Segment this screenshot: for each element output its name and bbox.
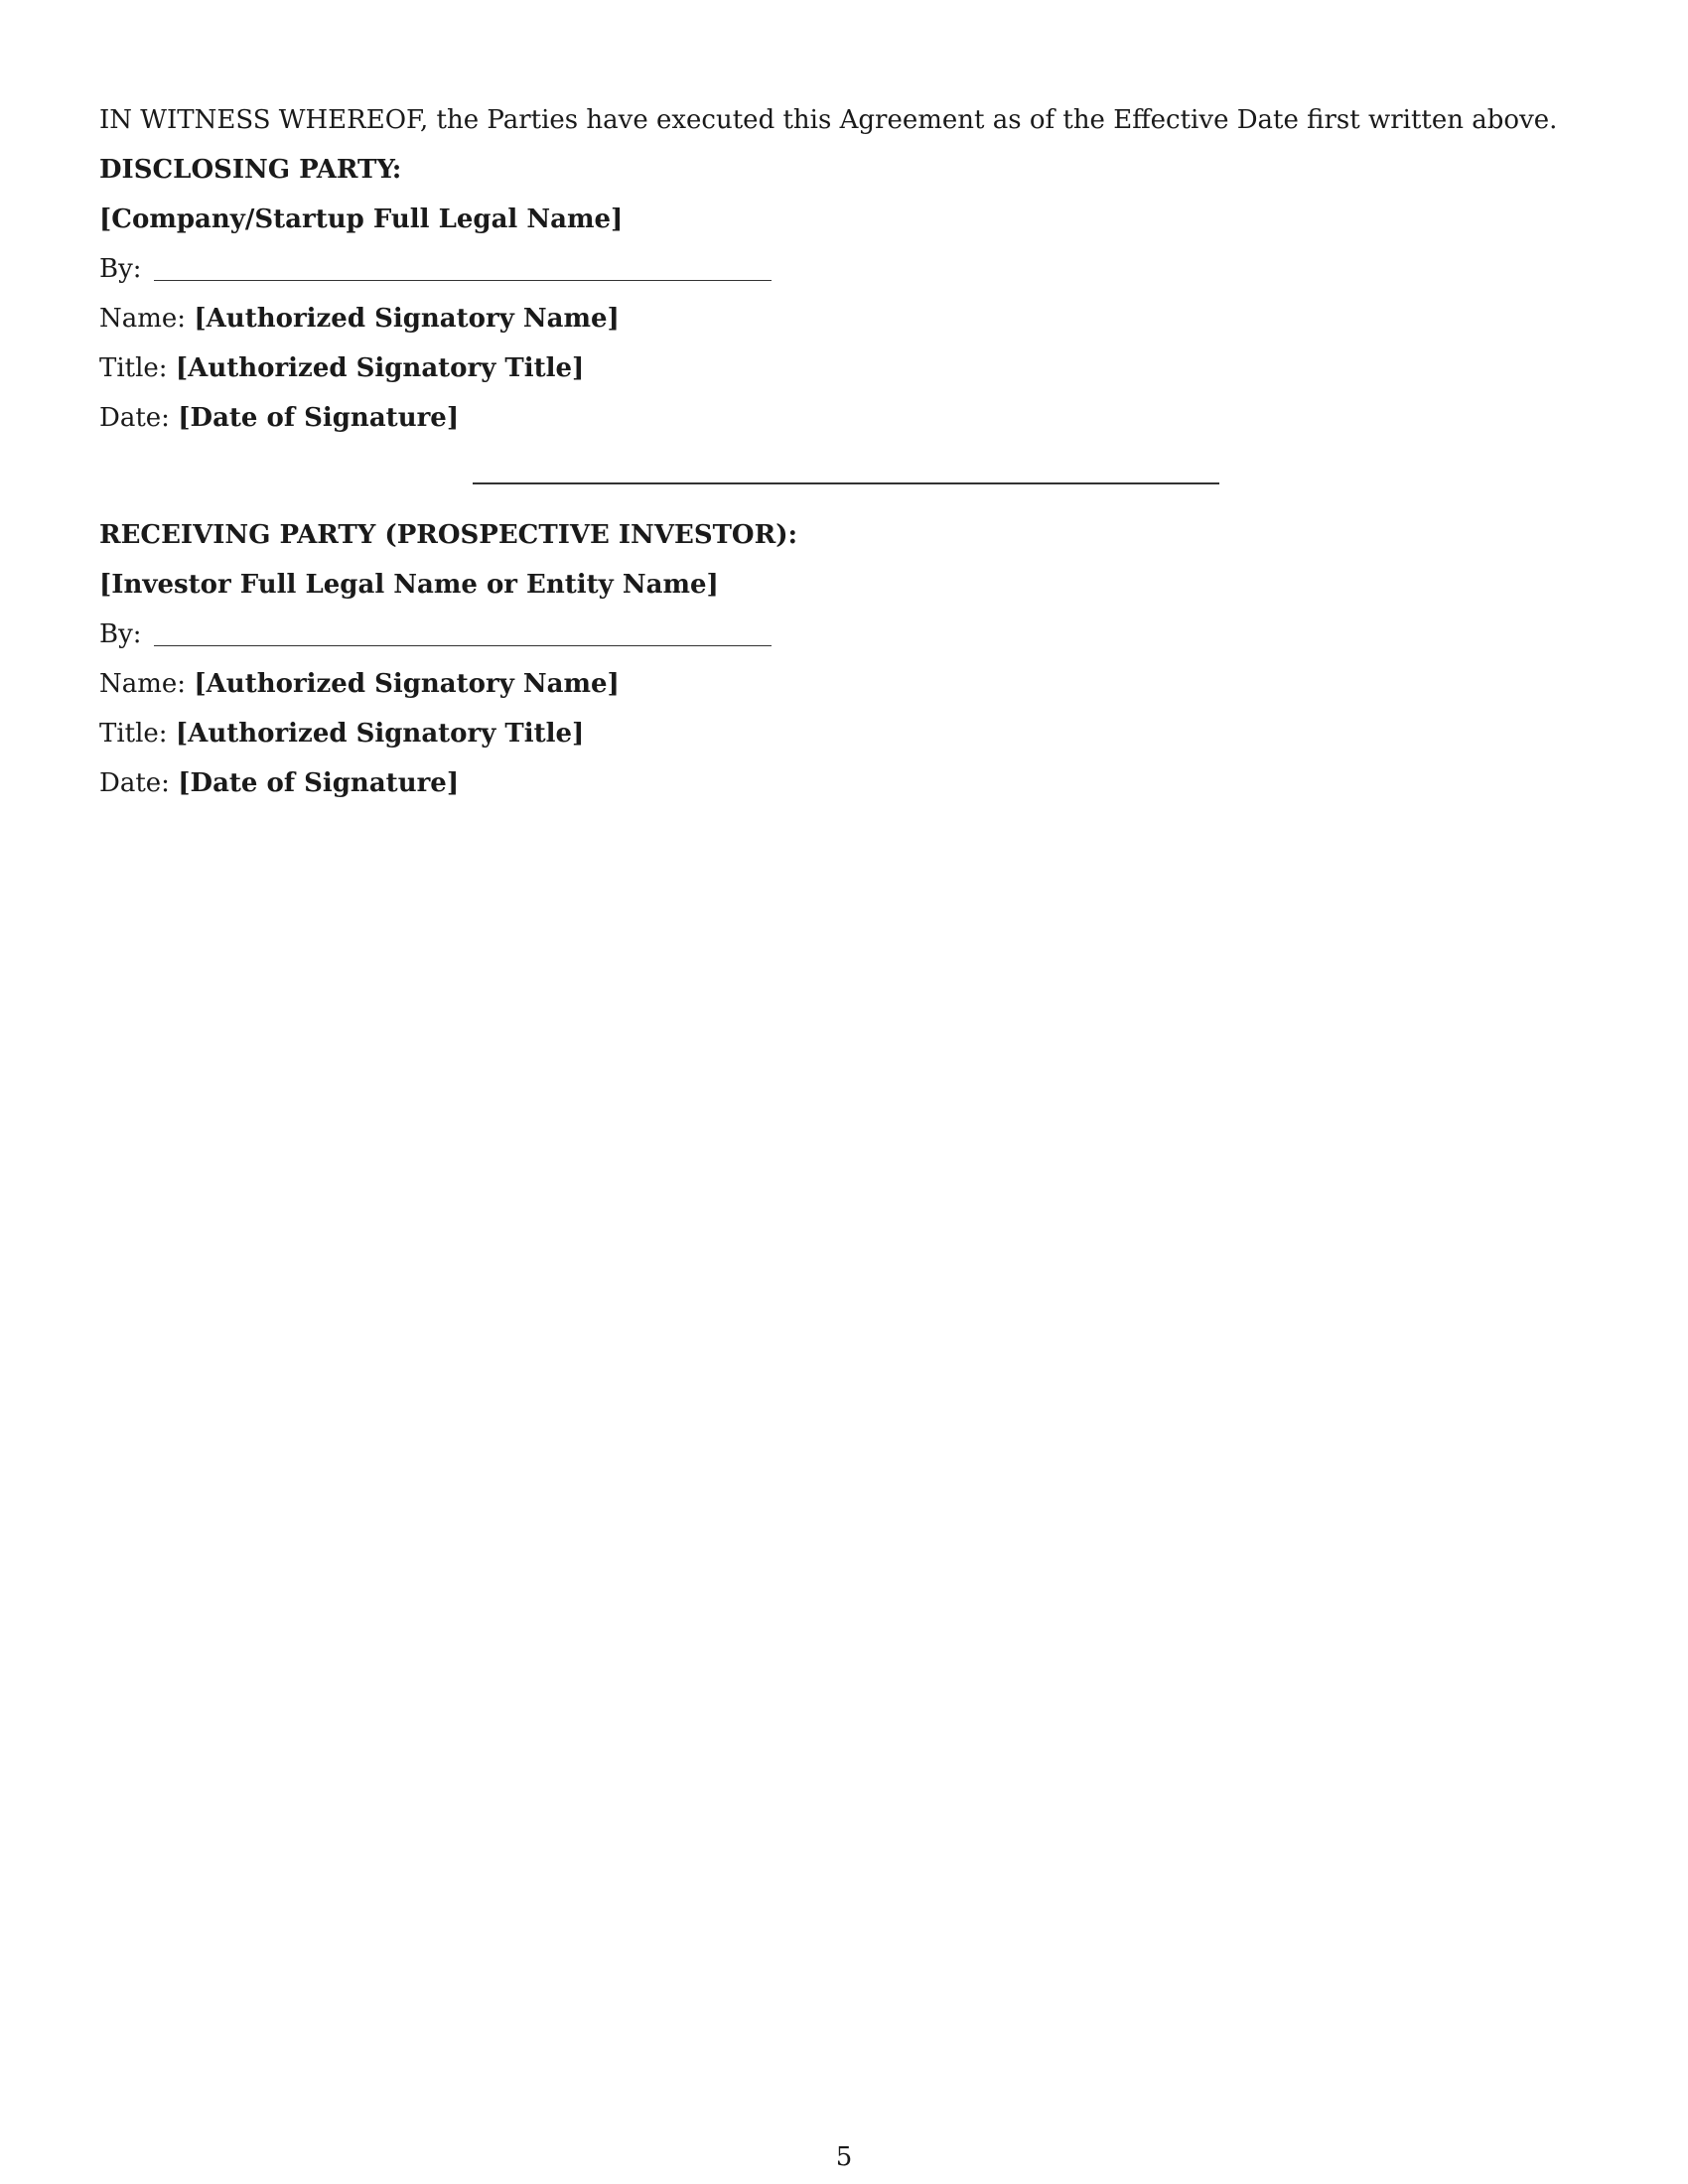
date-value: [Date of Signature]	[178, 768, 460, 798]
title-value: [Authorized Signatory Title]	[175, 719, 585, 749]
disclosing-party-name-line	[99, 294, 1589, 343]
receiving-party-date-line	[99, 758, 1589, 808]
title-label: Title:	[99, 719, 168, 749]
disclosing-party-title-line	[99, 343, 1589, 393]
date-value: [Date of Signature]	[178, 403, 460, 433]
receiving-party-name-line	[99, 659, 1589, 709]
receiving-party-by-line	[99, 610, 1589, 659]
receiving-party-title-line	[99, 709, 1589, 758]
name-label: Name:	[99, 669, 187, 699]
page-number: 5	[835, 2142, 853, 2172]
name-value: [Authorized Signatory Name]	[194, 669, 620, 699]
signature-page-content	[99, 95, 1589, 808]
date-label: Date:	[99, 768, 170, 798]
receiving-party-entity-name: [Investor Full Legal Name or Entity Name]	[99, 570, 719, 600]
disclosing-party-by-line	[99, 244, 1589, 294]
date-label: Date:	[99, 403, 170, 433]
name-label: Name:	[99, 304, 187, 334]
by-label: By:	[99, 619, 142, 649]
disclosing-party-entity-name: [Company/Startup Full Legal Name]	[99, 205, 624, 234]
name-value: [Authorized Signatory Name]	[194, 304, 620, 334]
disclosing-party-heading: DISCLOSING PARTY:	[99, 155, 402, 185]
disclosing-party-date-line	[99, 393, 1589, 443]
signature-line	[154, 280, 772, 281]
receiving-party-heading: RECEIVING PARTY (PROSPECTIVE INVESTOR):	[99, 520, 798, 550]
signature-line	[154, 645, 772, 646]
title-label: Title:	[99, 353, 168, 383]
witness-statement: IN WITNESS WHEREOF, the Parties have executed this Agreement as of the Effective Date first written above.	[99, 105, 1558, 135]
section-divider	[473, 482, 1219, 484]
title-value: [Authorized Signatory Title]	[175, 353, 585, 383]
by-label: By:	[99, 254, 142, 284]
